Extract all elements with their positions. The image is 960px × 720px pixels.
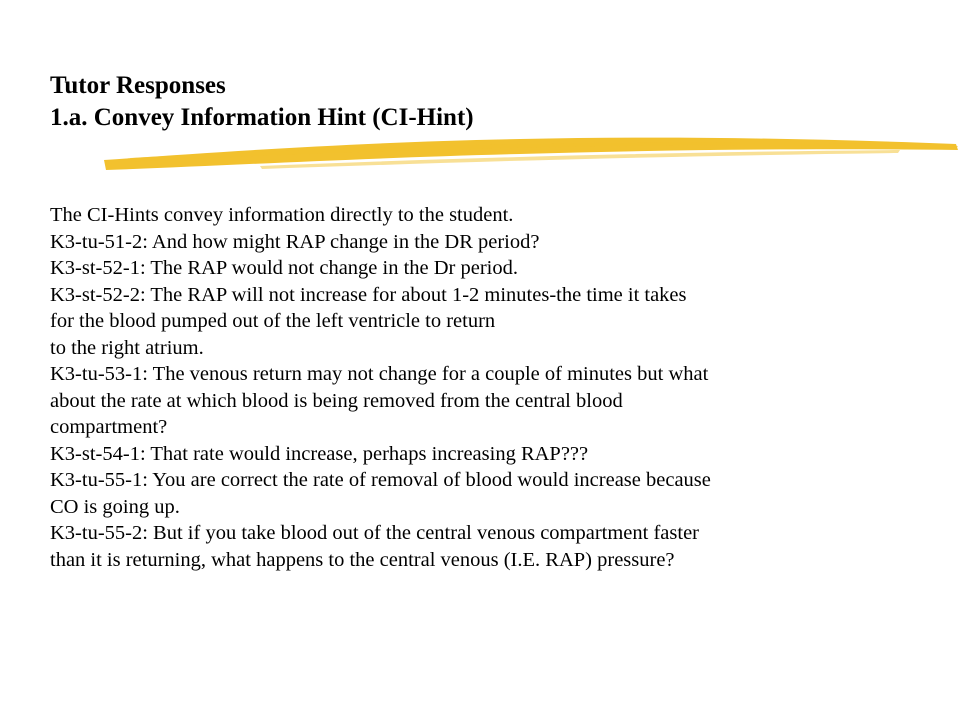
body-line: K3-st-52-2: The RAP will not increase for about 1-2 minutes-the time it takes	[50, 283, 687, 306]
body-line: K3-st-54-1: That rate would increase, perhaps increasing RAP???	[50, 442, 589, 465]
body-line: K3-tu-55-1: You are correct the rate of removal of blood would increase because	[50, 469, 711, 491]
body-line: than it is returning, what happens to the central venous (I.E. RAP) pressure?	[50, 548, 675, 571]
body-line: K3-tu-55-2: But if you take blood out of the central venous compartment faster	[50, 522, 699, 544]
slide-body	[50, 202, 930, 573]
body-line: for the blood pumped out of the left ventricle to return	[50, 310, 496, 332]
body-line: CO is going up.	[50, 495, 180, 518]
body-line: compartment?	[50, 416, 168, 438]
body-line: K3-st-52-1: The RAP would not change in the Dr period.	[50, 257, 519, 279]
slide-title	[50, 70, 474, 134]
title-line-1: Tutor Responses	[50, 72, 226, 99]
title-underline-brush-stroke	[100, 130, 960, 174]
body-line: about the rate at which blood is being removed from the central blood	[50, 389, 623, 412]
title-line-2: 1.a. Convey Information Hint (CI-Hint)	[50, 104, 474, 131]
body-line: to the right atrium.	[50, 336, 204, 359]
body-line: K3-tu-51-2: And how might RAP change in the DR period?	[50, 230, 540, 253]
body-line: The CI-Hints convey information directly to the student.	[50, 204, 514, 226]
body-line: K3-tu-53-1: The venous return may not change for a couple of minutes but what	[50, 363, 709, 385]
